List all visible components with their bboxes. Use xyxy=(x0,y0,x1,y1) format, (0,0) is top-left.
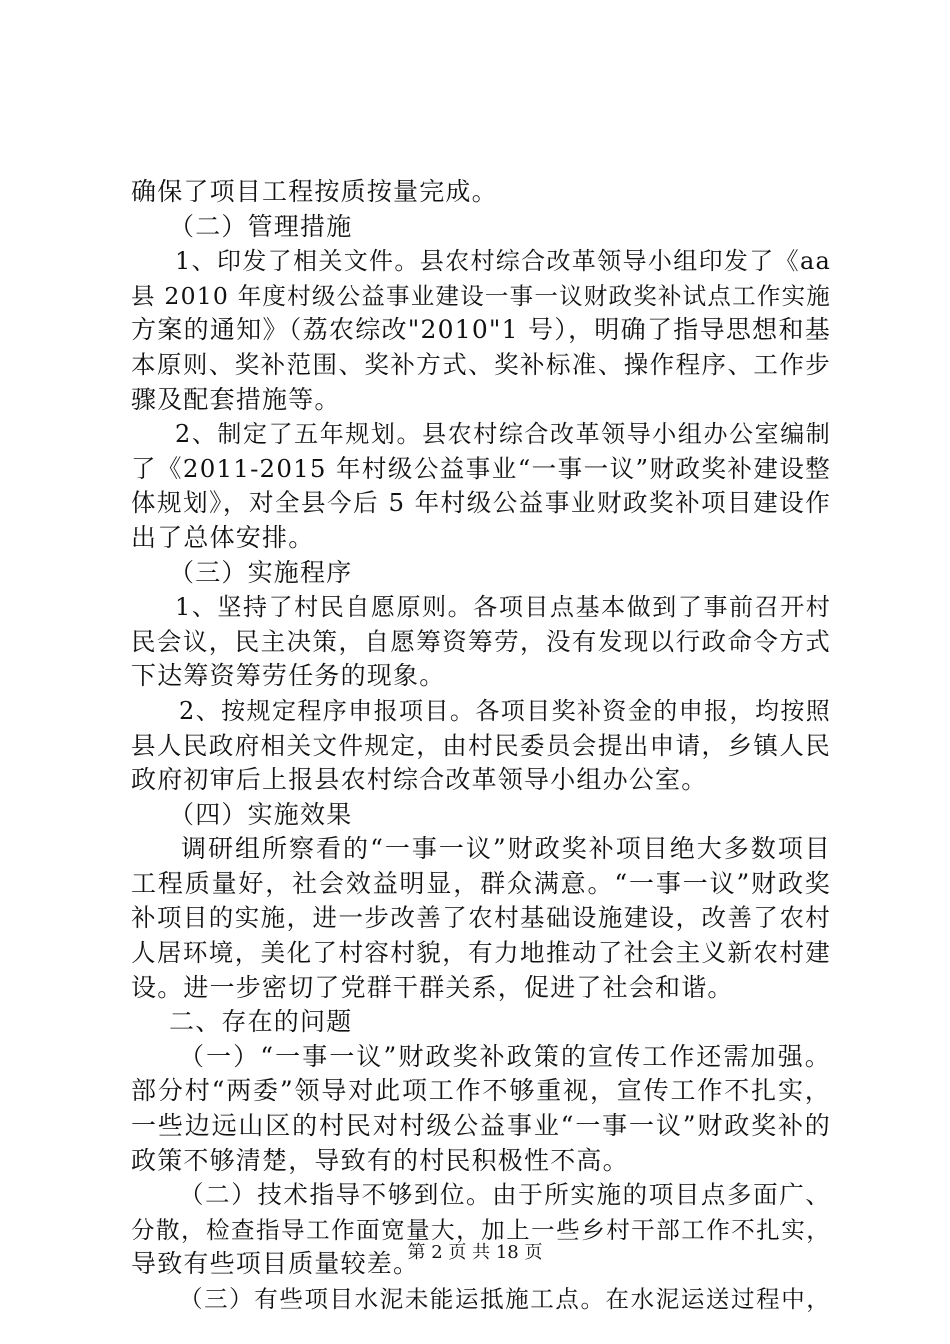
document-body xyxy=(131,175,831,1317)
paragraph-line: （二）技术指导不够到位。由于所实施的项目点多面广、 xyxy=(179,1180,831,1210)
paragraph-line: 出了总体安排。 xyxy=(131,522,315,552)
paragraph-line: （一）“一事一议”财政奖补政策的宣传工作还需加强。 xyxy=(179,1041,831,1071)
paragraph-line: 本原则、奖补范围、奖补方式、奖补标准、操作程序、工作步 xyxy=(131,349,831,379)
paragraph-line: 1、印发了相关文件。县农村综合改革领导小组印发了《aa xyxy=(175,247,831,276)
paragraph-line: 下达筹资筹劳任务的现象。 xyxy=(131,661,446,691)
paragraph-line: 人居环境，美化了村容村貌，有力地推动了社会主义新农村建 xyxy=(131,938,831,968)
paragraph-line: 设。进一步密切了党群干群关系，促进了社会和谐。 xyxy=(131,972,734,1002)
paragraph-line: （三）实施程序 xyxy=(169,557,353,587)
paragraph-line: 补项目的实施，进一步改善了农村基础设施建设，改善了农村 xyxy=(131,903,831,933)
paragraph-line: 工程质量好，社会效益明显，群众满意。“一事一议”财政奖 xyxy=(131,868,831,898)
paragraph-line: 政府初审后上报县农村综合改革领导小组办公室。 xyxy=(131,765,708,795)
paragraph-line: 确保了项目工程按质按量完成。 xyxy=(131,177,498,206)
paragraph-line: （四）实施效果 xyxy=(169,799,353,829)
paragraph-line: 骤及配套措施等。 xyxy=(131,384,341,414)
page-number-footer: 第 2 页 共 18 页 xyxy=(407,1242,543,1263)
paragraph-line: 政策不够清楚，导致有的村民积极性不高。 xyxy=(131,1145,629,1175)
paragraph-line: 部分村“两委”领导对此项工作不够重视，宣传工作不扎实， xyxy=(131,1076,831,1106)
paragraph-line: 了《2011-2015 年村级公益事业“一事一议”财政奖补建设整 xyxy=(131,453,831,483)
paragraph-line: 民会议，民主决策，自愿筹资筹劳，没有发现以行政命令方式 xyxy=(131,626,831,656)
paragraph-line: 2、按规定程序申报项目。各项目奖补资金的申报，均按照 xyxy=(179,696,831,725)
paragraph-line: 县人民政府相关文件规定，由村民委员会提出申请，乡镇人民 xyxy=(131,730,831,760)
paragraph-line: 方案的通知》（荔农综改"2010"1 号），明确了指导思想和基 xyxy=(131,315,831,345)
paragraph-line: 县 2010 年度村级公益事业建设一事一议财政奖补试点工作实施 xyxy=(131,281,831,310)
paragraph-line: 一些边远山区的村民对村级公益事业“一事一议”财政奖补的 xyxy=(131,1111,831,1141)
paragraph-line: 体规划》，对全县今后 5 年村级公益事业财政奖补项目建设作 xyxy=(131,488,831,518)
paragraph-line: 分散，检查指导工作面宽量大，加上一些乡村干部工作不扎实， xyxy=(131,1215,831,1244)
paragraph-line: （三）有些项目水泥未能运抵施工点。在水泥运送过程中， xyxy=(179,1285,831,1313)
paragraph-line: 二、存在的问题 xyxy=(169,1007,353,1037)
paragraph-line: 1、坚持了村民自愿原则。各项目点基本做到了事前召开村 xyxy=(175,593,831,622)
paragraph-line: 调研组所察看的“一事一议”财政奖补项目绝大多数项目 xyxy=(181,834,831,864)
paragraph-line: （二）管理措施 xyxy=(169,211,353,241)
paragraph-line: 2、制定了五年规划。县农村综合改革领导小组办公室编制 xyxy=(175,420,831,449)
paragraph-line: 导致有些项目质量较差。 xyxy=(131,1249,420,1279)
